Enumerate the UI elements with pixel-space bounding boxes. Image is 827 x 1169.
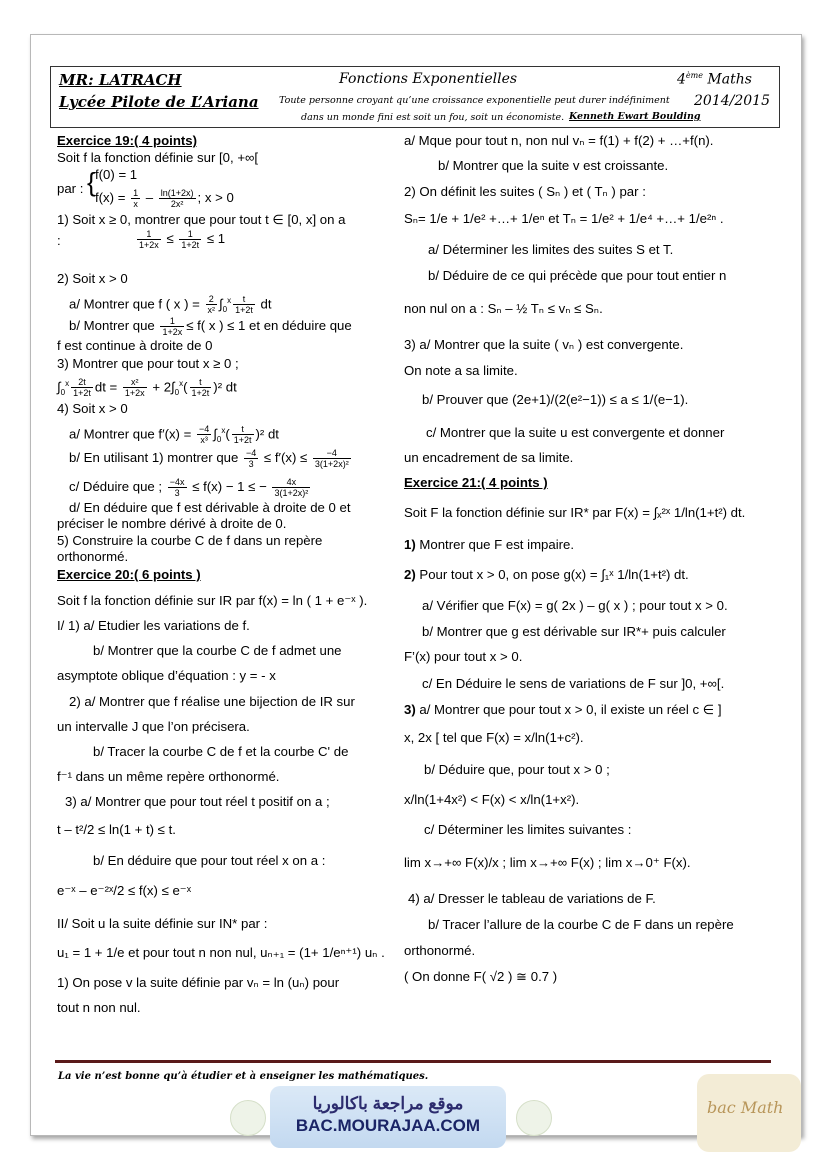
teacher-name: MR: LATRACH (59, 71, 182, 89)
ex21-q2a: a/ Vérifier que F(x) = g( 2x ) – g( x ) ; pour tout x > 0. (422, 598, 728, 613)
ex21-q3b: b/ Déduire que, pour tout x > 0 ; (424, 762, 610, 777)
ex20-q3a: 3) a/ Montrer que la suite ( vₙ ) est convergente. (404, 337, 684, 352)
document-subject: Fonctions Exponentielles (339, 71, 518, 87)
ex19-q4: 4) Soit x > 0 (57, 401, 128, 416)
ex19-q4c: c/ Déduire que ; $\frac{-4x}{3}$ ≤ f(x) − 1 ≤ − $\frac{4x}{\text{3(1+2x)²}}$ (69, 477, 309, 498)
ex19-q3-formula: $\int_0^x$ $\frac{2t}{1+2t}$ dt = $\frac{\text{x²}}{1+2x}$ + $2\int_0^x$( $\frac{t}{1+2t}$ )² dt (57, 377, 237, 399)
ex21-q4a: 4) a/ Dresser le tableau de variations de F. (408, 891, 656, 906)
brace-symbol: { (87, 167, 96, 197)
ex21-q1: 1) Montrer que F est impaire. (404, 537, 575, 552)
ex21-q3a2: x, 2x [ tel que F(x) = x/ln(1+c²). (404, 730, 584, 745)
school-year: 2014/2015 (694, 93, 770, 109)
ex19-line: Soit f la fonction définie sur [0, +∞[ (57, 150, 259, 165)
ex20-i2b1: b/ Tracer la courbe C de f et la courbe C' de (93, 744, 349, 759)
site-banner[interactable] (270, 1086, 506, 1148)
ex21-q4b2: orthonormé. (404, 943, 476, 958)
footer-divider (55, 1060, 771, 1063)
exercise-21-title: Exercice 21:( 4 points ) (404, 475, 548, 490)
ex19-q1b: : (57, 233, 61, 248)
ex20-i1b2: asymptote oblique d’équation : y = - x (57, 668, 276, 683)
site-logo-icon-right (516, 1100, 552, 1136)
school-name: Lycée Pilote de L’Ariana (59, 93, 259, 111)
ex21-q4b1: b/ Tracer l’allure de la courbe C de F dans un repère (428, 917, 734, 932)
quote-author: Kenneth Ewart Boulding (569, 111, 701, 122)
ex21-line: Soit F la fonction définie sur IR* par F(x) = ∫ₓ²ˣ 1/ln(1+t²) dt. (404, 505, 746, 520)
ex19-q5a: 5) Construire la courbe C de f dans un repère (57, 533, 323, 548)
ex21-q4c: ( On donne F( √2 ) ≅ 0.7 ) (404, 969, 558, 984)
ex20-ii3b: tout n non nul. (57, 1000, 141, 1015)
ex19-q2a: a/ Montrer que f ( x ) = $\frac{2}{\text{x²}}$ $\int_0^x$ $\frac{t}{1+2t}$ dt (69, 294, 272, 316)
ex19-q3: 3) Montrer que pour tout x ≥ 0 ; (57, 356, 239, 371)
ex19-q5b: orthonormé. (57, 549, 129, 564)
ex20-q2a: a/ Déterminer les limites des suites S et T. (428, 242, 674, 257)
ex20-b1: b/ Montrer que la suite v est croissante. (438, 158, 669, 173)
ex19-q4d2: préciser le nombre dérivé à droite de 0. (57, 516, 287, 531)
ex21-q3: 3) a/ Montrer que pour tout x > 0, il existe un réel c ∈ ] (404, 702, 722, 717)
ex21-q2b2: F’(x) pour tout x > 0. (404, 649, 523, 664)
class-level: 4ème Maths (677, 71, 752, 88)
ex19-q4d1: d/ En déduire que f est dérivable à droite de 0 et (69, 500, 351, 515)
footer-quote: La vie n’est bonne qu’à étudier et à enseigner les mathématiques. (58, 1071, 429, 1082)
ex19-q4a: a/ Montrer que f′(x) = $\frac{-4}{\text{x³}}$ $\int_0^x$( $\frac{t}{1+2t}$ )² dt (69, 424, 279, 446)
ex21-q3c2: lim x→+∞ F(x)/x ; lim x→+∞ F(x) ; lim x→0⁺ F(x). (404, 855, 691, 870)
brand-text: bac Math (707, 1098, 784, 1117)
ex20-ii: II/ Soit u la suite définie sur IN* par : (57, 916, 268, 931)
ex21-q2: 2) Pour tout x > 0, on pose g(x) = ∫₁ˣ 1/ln(1+t²) dt. (404, 567, 689, 582)
ex19-par: par : (57, 181, 84, 196)
ex20-q3-note: On note a sa limite. (404, 363, 518, 378)
bac-math-logo (697, 1074, 801, 1152)
ex19-q2b: b/ Montrer que $\frac{1}{1+2x}$ ≤ f( x ) ≤ 1 et en déduire que (69, 316, 352, 337)
ex20-i3a: 3) a/ Montrer que pour tout réel t positif on a ; (65, 794, 330, 809)
exercise-19-title: Exercice 19:( 4 points) (57, 133, 197, 148)
ex19-q2b3: f est continue à droite de 0 (57, 338, 213, 353)
ex19-q1: 1) Soit x ≥ 0, montrer que pour tout t ∈ [0, x] on a (57, 212, 346, 227)
ex21-q2c: c/ En Déduire le sens de variations de F sur ]0, +∞[. (422, 676, 725, 691)
ex20-q2-sequences: Sₙ= 1/e + 1/e² +…+ 1/eⁿ et Tₙ = 1/e² + 1/e⁴ +…+ 1/e²ⁿ . (404, 211, 724, 226)
ex20-i2a2: un intervalle J que l’on précisera. (57, 719, 250, 734)
ex20-i1b1: b/ Montrer que la courbe C de f admet une (93, 643, 342, 658)
ex21-q2b1: b/ Montrer que g est dérivable sur IR*+ puis calculer (422, 624, 726, 639)
ex19-q4b: b/ En utilisant 1) montrer que $\frac{-4}{3}$ ≤ f′(x) ≤ $\frac{-4}{\text{3(1+2x)²}}$ (69, 448, 349, 469)
site-name-arabic: موقع مراجعة باكالوريا (312, 1094, 464, 1113)
ex20-i3b2: e⁻ˣ – e⁻²ˣ/2 ≤ f(x) ≤ e⁻ˣ (57, 883, 192, 898)
ex20-a1: a/ Mque pour tout n, non nul vₙ = f(1) + f(2) + …+f(n). (404, 133, 714, 148)
ex20-q3b: b/ Prouver que (2e+1)/(2(e²−1)) ≤ a ≤ 1/(e−1). (422, 392, 689, 407)
quote-line-1: Toute personne croyant qu’une croissance exponentielle peut durer indéfiniment (279, 95, 670, 106)
ex21-q3c: c/ Déterminer les limites suivantes : (424, 822, 632, 837)
ex20-ii2: u₁ = 1 + 1/e et pour tout n non nul, uₙ₊₁ = (1+ 1/eⁿ⁺¹) uₙ . (57, 945, 385, 960)
site-url[interactable]: BAC.MOURAJAA.COM (295, 1116, 481, 1135)
ex19-q1-ineq: $\frac{1}{1+2x}$ ≤ $\frac{1}{1+2t}$ ≤ 1 (139, 229, 226, 250)
ex20-ii3a: 1) On pose v la suite définie par vₙ = ln (uₙ) pour (57, 975, 340, 990)
ex20-line: Soit f la fonction définie sur IR par f(x) = ln ( 1 + e⁻ˣ ). (57, 593, 368, 608)
ex20-q2c: non nul on a : Sₙ – ½ Tₙ ≤ vₙ ≤ Sₙ. (404, 301, 603, 316)
ex20-i2a1: 2) a/ Montrer que f réalise une bijection de IR sur (69, 694, 355, 709)
ex20-i3b: b/ En déduire que pour tout réel x on a : (93, 853, 326, 868)
system-line-2: f(x) = $\frac{1}{x}$ – $\frac{\ln(1+2x)}{\text{2x²}}$ ; x > 0 (95, 188, 234, 209)
ex19-q2: 2) Soit x > 0 (57, 271, 128, 286)
document-header (50, 66, 780, 128)
system-line-1: f(0) = 1 (95, 167, 138, 182)
ex21-q3b2: x/ln(1+4x²) < F(x) < x/ln(1+x²). (404, 792, 580, 807)
ex20-q2b: b/ Déduire de ce qui précède que pour tout entier n (428, 268, 727, 283)
exercise-20-title: Exercice 20:( 6 points ) (57, 567, 201, 582)
ex20-q3c1: c/ Montrer que la suite u est convergente et donner (426, 425, 725, 440)
quote-line-2: dans un monde fini est soit un fou, soit un économiste. (301, 112, 565, 123)
site-logo-icon (230, 1100, 266, 1136)
ex20-q3c2: un encadrement de sa limite. (404, 450, 574, 465)
ex20-i1: I/ 1) a/ Etudier les variations de f. (57, 618, 250, 633)
ex20-i3a2: t – t²/2 ≤ ln(1 + t) ≤ t. (57, 822, 176, 837)
ex20-q2: 2) On définit les suites ( Sₙ ) et ( Tₙ ) par : (404, 184, 646, 199)
ex20-i2b2: f⁻¹ dans un même repère orthonormé. (57, 769, 280, 784)
